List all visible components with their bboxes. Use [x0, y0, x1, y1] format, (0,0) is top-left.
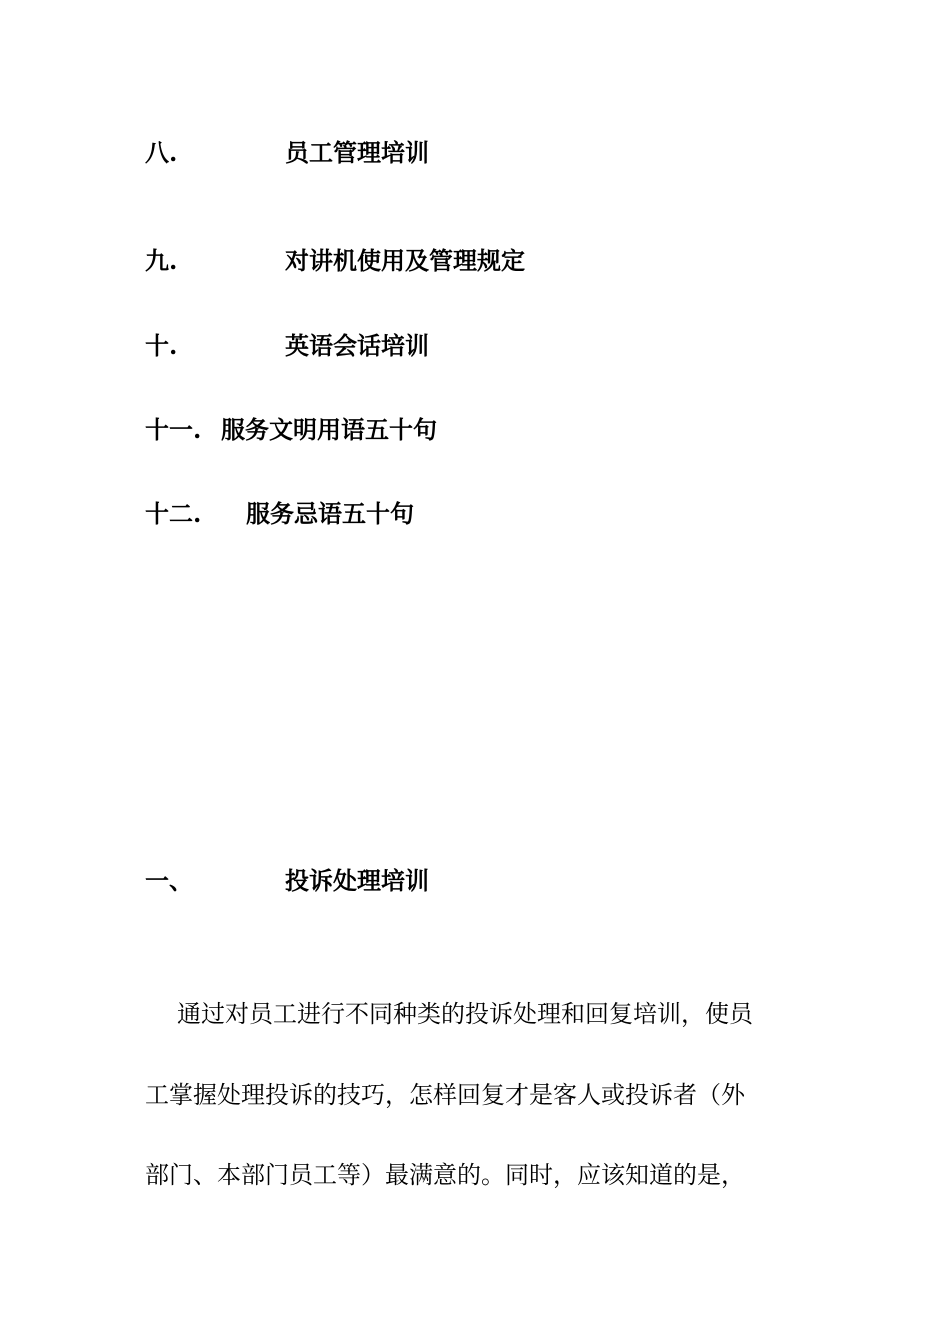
section-number: 一、 [145, 866, 193, 895]
toc-item-number: 八. [145, 138, 178, 167]
toc-item-9 [145, 246, 745, 276]
toc-item-number: 十二. [145, 499, 202, 528]
toc-item-title: 英语会话培训 [285, 331, 429, 360]
toc-item-title: 服务忌语五十句 [246, 499, 414, 528]
toc-item-title: 员工管理培训 [285, 138, 429, 167]
toc-item-10 [145, 331, 745, 361]
body-line-2: 工掌握处理投诉的技巧，怎样回复才是客人或投诉者（外 [145, 1081, 745, 1109]
body-line-1: 通过对员工进行不同种类的投诉处理和回复培训，使员 [177, 1000, 753, 1028]
section-title: 投诉处理培训 [285, 866, 429, 895]
toc-item-title: 对讲机使用及管理规定 [285, 246, 525, 275]
toc-item-number: 十一. [145, 415, 202, 444]
body-line-3: 部门、本部门员工等）最满意的。同时，应该知道的是， [145, 1161, 745, 1189]
section-heading [145, 866, 745, 896]
toc-item-number: 十. [145, 331, 178, 360]
toc-item-title: 服务文明用语五十句 [221, 415, 437, 444]
toc-item-number: 九. [145, 246, 178, 275]
toc-item-8 [145, 138, 745, 168]
toc-item-11 [145, 415, 745, 445]
toc-item-12 [145, 499, 745, 529]
